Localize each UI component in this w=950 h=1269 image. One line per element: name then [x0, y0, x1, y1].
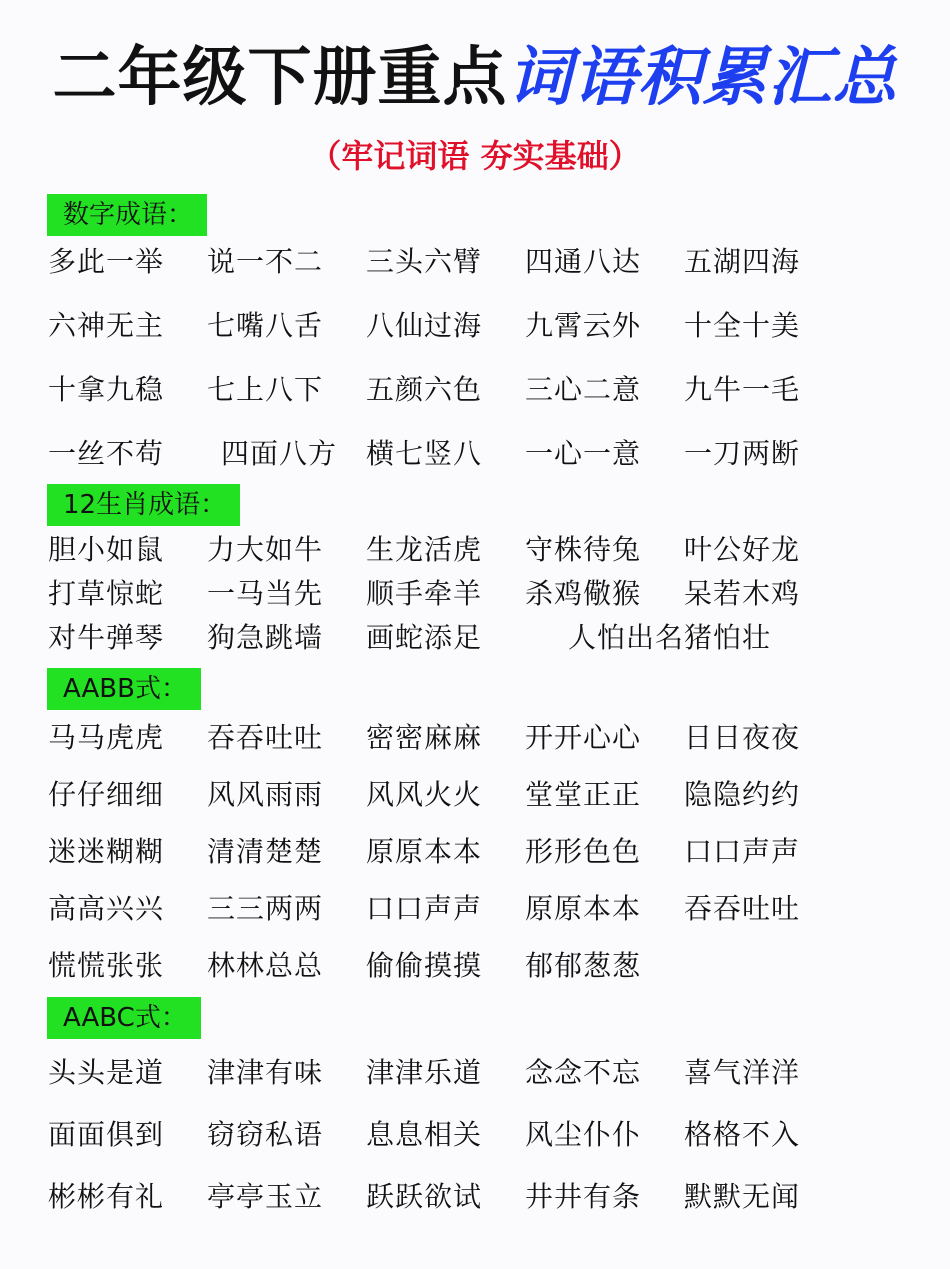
idiom: 三三两两	[207, 892, 324, 925]
idiom: 彬彬有礼	[48, 1180, 165, 1213]
word-row	[0, 773, 950, 817]
idiom: 呆若木鸡	[684, 577, 801, 610]
idiom: 画蛇添足	[366, 621, 483, 654]
section-label: AABB式：	[47, 668, 201, 710]
idiom: 顺手牵羊	[366, 577, 483, 610]
idiom: 一马当先	[207, 577, 324, 610]
word-row	[0, 240, 950, 284]
idiom: 津津乐道	[366, 1056, 483, 1089]
idiom: 隐隐约约	[684, 778, 801, 811]
idiom: 原原本本	[525, 892, 642, 925]
idiom: 面面俱到	[48, 1118, 165, 1151]
idiom: 杀鸡儆猴	[525, 577, 642, 610]
idiom: 叶公好龙	[684, 533, 801, 566]
idiom: 格格不入	[684, 1118, 801, 1151]
word-row	[0, 887, 950, 931]
word-row	[0, 716, 950, 760]
idiom: 息息相关	[366, 1118, 483, 1151]
idiom: 三心二意	[525, 373, 642, 406]
idiom: 风尘仆仆	[525, 1118, 642, 1151]
idiom: 生龙活虎	[366, 533, 483, 566]
idiom: 力大如牛	[207, 533, 324, 566]
idiom: 林林总总	[207, 949, 324, 982]
idiom: 一心一意	[525, 437, 642, 470]
idiom: 一丝不苟	[48, 437, 165, 470]
idiom: 胆小如鼠	[48, 533, 165, 566]
idiom: 默默无闻	[684, 1180, 801, 1213]
word-row	[0, 368, 950, 412]
idiom: 仔仔细细	[48, 778, 165, 811]
idiom: 风风雨雨	[207, 778, 324, 811]
idiom: 念念不忘	[525, 1056, 642, 1089]
idiom: 慌慌张张	[48, 949, 165, 982]
word-row	[0, 616, 950, 660]
idiom: 五湖四海	[684, 245, 801, 278]
title-accent: 词语积累汇总	[507, 41, 898, 115]
idiom: 堂堂正正	[525, 778, 642, 811]
idiom: 日日夜夜	[684, 721, 801, 754]
idiom: 吞吞吐吐	[684, 892, 801, 925]
idiom: 窃窃私语	[207, 1118, 324, 1151]
word-row	[0, 1175, 950, 1219]
page-subtitle: （牢记词语 夯实基础）	[309, 137, 641, 175]
word-row	[0, 1051, 950, 1095]
idiom: 四通八达	[525, 245, 642, 278]
idiom: 口口声声	[366, 892, 483, 925]
idiom: 说一不二	[207, 245, 324, 278]
idiom: 原原本本	[366, 835, 483, 868]
idiom: 津津有味	[207, 1056, 324, 1089]
idiom: 横七竖八	[366, 437, 483, 470]
idiom: 九牛一毛	[684, 373, 801, 406]
idiom: 井井有条	[525, 1180, 642, 1213]
idiom: 九霄云外	[525, 309, 642, 342]
idiom: 打草惊蛇	[48, 577, 165, 610]
idiom: 十全十美	[684, 309, 801, 342]
idiom: 跃跃欲试	[366, 1180, 483, 1213]
idiom: 喜气洋洋	[684, 1056, 801, 1089]
idiom: 郁郁葱葱	[525, 949, 642, 982]
idiom: 吞吞吐吐	[207, 721, 324, 754]
idiom: 十拿九稳	[48, 373, 165, 406]
idiom: 五颜六色	[366, 373, 483, 406]
idiom: 偷偷摸摸	[366, 949, 483, 982]
idiom: 对牛弹琴	[48, 621, 165, 654]
idiom: 三头六臂	[366, 245, 483, 278]
idiom: 形形色色	[525, 835, 642, 868]
idiom: 八仙过海	[366, 309, 483, 342]
section-label: 数字成语：	[47, 194, 207, 236]
idiom: 口口声声	[684, 835, 801, 868]
idiom: 狗急跳墙	[207, 621, 324, 654]
idiom: 七上八下	[207, 373, 324, 406]
idiom: 六神无主	[48, 309, 165, 342]
word-row	[0, 944, 950, 988]
idiom: 头头是道	[48, 1056, 165, 1089]
idiom: 迷迷糊糊	[48, 835, 165, 868]
word-row	[0, 432, 950, 476]
idiom: 四面八方	[221, 437, 338, 470]
idiom: 一刀两断	[684, 437, 801, 470]
idiom: 开开心心	[525, 721, 642, 754]
idiom: 七嘴八舌	[207, 309, 324, 342]
idiom: 密密麻麻	[366, 721, 483, 754]
word-row	[0, 572, 950, 616]
page-title	[0, 38, 950, 118]
title-main: 二年级下册重点	[52, 41, 508, 115]
idiom: 高高兴兴	[48, 892, 165, 925]
section-label: 12生肖成语：	[47, 484, 240, 526]
word-row	[0, 1113, 950, 1157]
idiom: 马马虎虎	[48, 721, 165, 754]
idiom: 风风火火	[366, 778, 483, 811]
idiom: 守株待兔	[525, 533, 642, 566]
idiom: 人怕出名猪怕壮	[568, 621, 772, 654]
word-row	[0, 304, 950, 348]
section-label: AABC式：	[47, 997, 201, 1039]
idiom: 多此一举	[48, 245, 165, 278]
idiom: 清清楚楚	[207, 835, 324, 868]
idiom: 亭亭玉立	[207, 1180, 324, 1213]
word-row	[0, 830, 950, 874]
word-row	[0, 528, 950, 572]
